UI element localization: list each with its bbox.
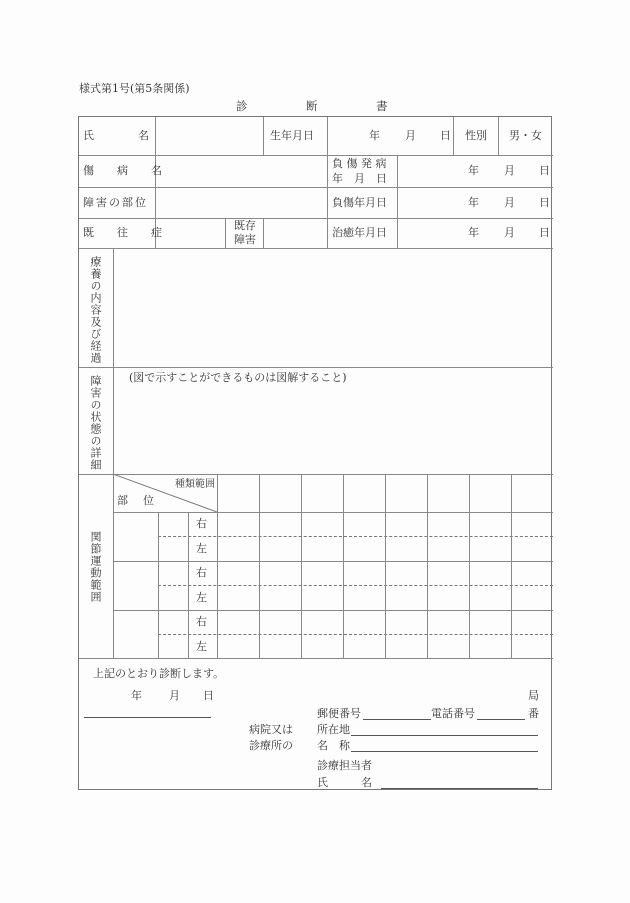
joint-range-label: 関節運動範囲 [89, 531, 102, 603]
left-label: 左 [196, 640, 207, 653]
number-label: 番 [528, 707, 539, 720]
cure-date-field[interactable] [398, 219, 552, 247]
col-divider [259, 474, 260, 658]
day-unit: 日 [539, 226, 550, 239]
sex-label: 性別 [465, 129, 487, 142]
year-unit: 年 [468, 196, 479, 209]
disability-note: (図で示すことができるものは図解すること) [129, 371, 347, 384]
treatment-label: 療養の内容及び経過 [89, 256, 102, 364]
address-label: 所在地 [317, 723, 350, 736]
phone-field[interactable] [477, 719, 525, 720]
doctor-label: 診療担当者 [317, 759, 372, 772]
row-divider [79, 367, 553, 368]
year-unit: 年 [468, 164, 479, 177]
right-label: 右 [196, 615, 207, 628]
col-divider [158, 512, 159, 658]
col-divider [343, 474, 344, 658]
disability-detail-field[interactable] [114, 387, 552, 473]
col-divider [327, 155, 328, 248]
title-char: 書 [376, 99, 388, 113]
type-range-header: 種類範囲 [175, 479, 215, 490]
phone-label: 電話番号 [431, 707, 475, 720]
col-divider [511, 474, 512, 658]
cure-date-label: 治癒年月日 [332, 226, 387, 239]
sign-date-line[interactable] [84, 717, 211, 718]
doctor-name-label: 氏 名 [317, 776, 372, 789]
injury-date-field[interactable] [398, 188, 552, 217]
day-unit: 日 [539, 196, 550, 209]
month-unit: 月 [504, 196, 515, 209]
onset-date-label: 年 月 日 [332, 172, 387, 185]
diagnosis-statement: 上記のとおり診断します。 [93, 667, 225, 680]
birth-date-label: 生年月日 [270, 129, 314, 142]
col-divider [188, 512, 189, 658]
hospital-label: 診療所の [249, 739, 293, 752]
title-char: 診 [236, 99, 248, 113]
name-field[interactable] [156, 118, 262, 154]
col-divider [469, 474, 470, 658]
sign-month: 月 [169, 689, 180, 702]
name-label: 氏 名 [83, 129, 149, 142]
right-label: 右 [196, 517, 207, 530]
title-char: 断 [306, 99, 318, 113]
injury-name-label: 傷 病 名 [83, 164, 168, 177]
right-label: 右 [196, 566, 207, 579]
month-unit: 月 [504, 164, 515, 177]
birth-date-field[interactable] [328, 118, 452, 154]
row-divider [79, 658, 553, 659]
onset-date-label: 負 傷 発 病 [332, 157, 387, 170]
existing-disability-field[interactable] [264, 219, 326, 247]
onset-date-field[interactable] [398, 156, 552, 186]
hospital-label: 病院又は [249, 723, 293, 736]
postal-code-label: 郵便番号 [317, 707, 361, 720]
row-divider [113, 561, 553, 562]
col-divider [301, 474, 302, 658]
medical-history-label: 既 往 症 [83, 226, 168, 239]
left-label: 左 [196, 542, 207, 555]
doctor-name-field[interactable] [381, 788, 538, 789]
injury-name-field[interactable] [156, 156, 326, 186]
diagnosis-form-table [78, 116, 552, 790]
clinic-name-field[interactable] [351, 751, 538, 752]
clinic-name-label: 名 称 [317, 739, 350, 752]
disability-site-label: 障害の部位 [83, 196, 148, 209]
row-divider [113, 610, 553, 611]
medical-history-field[interactable] [156, 219, 224, 247]
col-divider [225, 218, 226, 248]
exchange-label: 局 [528, 689, 539, 702]
existing-disability-label: 既存 [234, 219, 256, 232]
row-divider [113, 512, 553, 513]
col-divider [217, 474, 218, 658]
col-divider [385, 474, 386, 658]
address-field[interactable] [351, 735, 538, 736]
sex-options[interactable]: 男・女 [509, 129, 542, 142]
site-header: 部 位 [117, 494, 156, 507]
month-unit: 月 [405, 129, 416, 142]
col-divider [263, 117, 264, 155]
sign-day: 日 [203, 689, 214, 702]
day-unit: 日 [539, 164, 550, 177]
year-unit: 年 [369, 129, 380, 142]
treatment-field[interactable] [114, 249, 552, 366]
postal-code-field[interactable] [363, 719, 431, 720]
col-divider [427, 474, 428, 658]
disability-detail-label: 障害の状態の詳細 [89, 375, 102, 471]
col-divider [453, 117, 454, 155]
year-unit: 年 [468, 226, 479, 239]
disability-site-field[interactable] [156, 188, 326, 217]
col-divider [498, 117, 499, 155]
left-label: 左 [196, 591, 207, 604]
form-number: 様式第1号(第5条関係) [79, 82, 190, 95]
day-unit: 日 [440, 129, 451, 142]
existing-disability-label: 障害 [234, 233, 256, 246]
injury-date-label: 負傷年月日 [332, 196, 387, 209]
month-unit: 月 [504, 226, 515, 239]
sign-year: 年 [131, 689, 142, 702]
